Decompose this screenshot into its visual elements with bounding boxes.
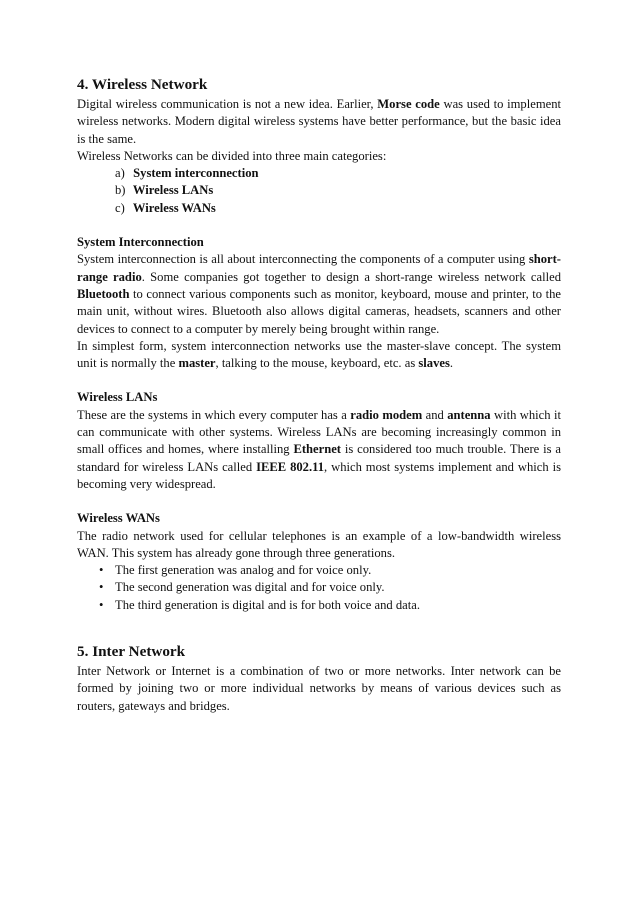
bold-term: short-range radio [77, 252, 561, 284]
text-run: is considered too much trouble. There is a standard for wireless LANs called [77, 442, 561, 474]
bold-term: master [178, 356, 216, 371]
list-item [115, 200, 561, 217]
bullet-icon: • [99, 563, 104, 578]
list-item [115, 182, 561, 199]
list-item-text: Wireless LANs [132, 183, 214, 198]
bold-term: Ethernet [293, 442, 342, 457]
list-item [99, 579, 561, 596]
system-interconnection-paragraph-1 [77, 251, 561, 337]
intro-bold-morse-code: Morse code [377, 97, 440, 111]
bold-term: slaves [418, 356, 450, 371]
bold-term: Bluetooth [77, 286, 130, 301]
list-item-text: The first generation was analog and for voice only. [115, 563, 372, 578]
text-run: . Some companies got together to design a short-range wireless network called [141, 269, 561, 284]
text-run: These are the systems in which every computer has a [77, 407, 351, 422]
list-item [115, 165, 561, 182]
bullet-icon: • [99, 597, 104, 612]
list-item-text: Wireless WANs [132, 200, 216, 215]
list-item [99, 562, 561, 579]
list-item [99, 597, 561, 614]
text-run: , talking to the mouse, keyboard, etc. as [215, 356, 419, 371]
list-item-label: a) [115, 166, 125, 181]
wireless-wans-paragraph: The radio network used for cellular telephones is an example of a low-bandwidth wireless WAN. This system has already gone through three generations. [77, 528, 561, 560]
text-run: , which most systems implement and which is becoming very widespread. [77, 459, 561, 491]
bold-term: radio modem [350, 407, 423, 422]
text-run: System interconnection is all about interconnecting the components of a computer using [77, 252, 529, 267]
list-item-label: c) [115, 200, 125, 215]
bold-term: IEEE 802.11 [256, 459, 325, 474]
text-run: with which it can communicate with other systems. Wireless LANs are becoming increasingly common in small offices and homes, where installing [77, 407, 561, 457]
system-interconnection-paragraph-2 [77, 338, 561, 373]
categories-intro: Wireless Networks can be divided into three main categories: [77, 148, 387, 163]
section-4-intro [77, 96, 561, 148]
list-item-text: System interconnection [133, 166, 259, 181]
text-run: In simplest form, system interconnection networks use the master-slave concept. The system unit is normally the [77, 338, 561, 371]
wireless-wans-heading: Wireless WANs [77, 511, 160, 526]
generations-list [77, 562, 561, 614]
text-run: to connect various components such as monitor, keyboard, mouse and printer, to the main unit, without wires. Bluetooth also allows digital cameras, headsets, scanners and other devices to connect to a computer by merely being brought within range. [77, 286, 561, 336]
bullet-icon: • [99, 580, 104, 595]
intro-text-1: Digital wireless communication is not a new idea. Earlier, [77, 97, 378, 111]
text-run: . [449, 356, 454, 371]
wireless-lans-paragraph [77, 407, 561, 493]
list-item-text: The second generation was digital and for voice only. [115, 580, 385, 595]
section-5-title: 5. Inter Network [77, 643, 186, 661]
system-interconnection-heading: System Interconnection [77, 235, 204, 250]
bold-term: antenna [447, 407, 491, 422]
section-4-title: 4. Wireless Network [77, 76, 208, 93]
list-item-text: The third generation is digital and is for both voice and data. [115, 597, 420, 612]
text-run: and [422, 407, 448, 422]
wireless-lans-heading: Wireless LANs [77, 390, 158, 405]
list-item-label: b) [115, 183, 126, 198]
intro-text-2: was used to implement wireless networks. Modern digital wireless systems have better performance, but the basic idea is the same. [77, 97, 562, 146]
categories-list [77, 165, 561, 217]
section-5-paragraph: Inter Network or Internet is a combination of two or more networks. Inter network can be formed by joining two or more individual networks by means of various devices such as routers, gateways and bridges. [77, 664, 561, 713]
